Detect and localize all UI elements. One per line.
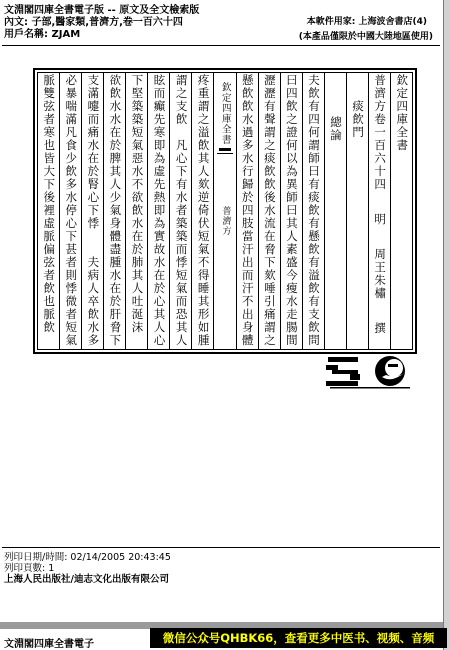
column-series-title — [390, 73, 412, 349]
dynasty-label: 明 — [373, 213, 388, 226]
text-segment: 夫病人卒飲水多 — [86, 256, 101, 347]
text-segment: 眩而癲先寒即為虛先熱即為實故水在於心其人心 — [152, 74, 167, 347]
publisher-name: 上海人民出版社/迪志文化出版有限公司 — [4, 574, 169, 585]
subsection-title: 總論 — [329, 116, 344, 142]
author-name: 周王朱橚 — [373, 248, 388, 300]
text-segment: 支滿嚏而痛水在於腎心下悸 — [86, 74, 101, 230]
text-segment: 瀝瀝有聲謂之痰飲飲後水流在脅下欬唾引痛謂之 — [262, 74, 277, 347]
next-page-header-fragment: 文淵閣四庫全書電子 — [4, 639, 94, 650]
series-title: 欽定四庫全書 — [395, 74, 410, 152]
text-column — [81, 73, 103, 349]
fold-series-title: 欽定四庫全書 — [219, 82, 231, 145]
viewer-edge — [443, 0, 450, 650]
text-segment: 脈雙弦者寒也皆大下後裡虛脈偏弦者飲也脈飲 — [42, 74, 57, 334]
text-column — [169, 73, 191, 349]
text-column — [280, 73, 302, 349]
text-segment: 下堅築築短氣惡水不欲飲水在於肺其人吐涎沫 — [130, 74, 145, 334]
text-column — [191, 73, 213, 349]
text-column — [147, 73, 169, 349]
fold-fish-tail-mark — [219, 148, 231, 151]
text-segment: 懸飲飲水過多水行歸於四肢當汗出而汗不出身體 — [240, 74, 255, 347]
column-volume-title — [368, 73, 390, 349]
text-column — [125, 73, 147, 349]
fold-column — [213, 73, 235, 349]
text-column — [302, 73, 324, 349]
fold-book-title: 普濟方 — [220, 206, 231, 236]
text-segment: 疼重謂之溢飲其人欬逆倚伏短氣不得睡其形如腫 — [196, 74, 211, 347]
text-segment: 夫飲有四何謂師曰有痰飲有懸飲有溢飲有支飲問 — [306, 74, 321, 347]
folio-columns — [37, 72, 413, 350]
column-section-title — [346, 73, 368, 349]
text-segment: 謂之支飲 — [174, 74, 189, 126]
fold-divider-line — [217, 153, 233, 154]
text-segment: 曰四飲之證何以為異師曰其人素盛今瘦水走腸間 — [284, 74, 299, 347]
footer-rule — [2, 547, 440, 548]
header-rule — [2, 45, 440, 46]
watermark-banner: 微信公众号QHBK66，查看更多中医书、视频、音频 — [150, 628, 447, 648]
author-role: 撰 — [373, 322, 388, 335]
volume-title: 普濟方卷一百六十四 — [373, 74, 388, 191]
publisher-logo — [326, 353, 414, 389]
text-column — [103, 73, 125, 349]
region-notice: (本產品僅限於中國大陸地區使用) — [298, 32, 433, 42]
folio-frame — [33, 68, 417, 354]
licensee: 本軟件用家: 上海波舍書店(4) — [306, 17, 427, 27]
content-path: 內文: 子部,醫家類,普濟方,卷一百六十四 — [4, 17, 183, 28]
text-segment: 凡心下有水者築築而悸短氣而恐其人 — [174, 139, 189, 347]
text-column — [38, 73, 59, 349]
column-subsection-title — [324, 73, 346, 349]
text-column — [258, 73, 280, 349]
section-title: 痰飲門 — [351, 100, 366, 139]
print-page-count: 列印頁數: 1 — [4, 563, 55, 574]
text-column — [59, 73, 81, 349]
user-name: 用戶名稱: ZJAM — [4, 29, 81, 40]
product-title: 文淵閣四庫全書電子版 -- 原文及全文檢索版 — [4, 5, 200, 16]
print-datetime: 列印日期/時間: 02/14/2005 20:43:45 — [4, 552, 171, 563]
text-segment: 欲飲水水在於脾其人少氣身體盡腫水在於肝脅下 — [108, 74, 123, 347]
text-segment: 必暴喘滿凡食少飲多水停心下甚者則悸微者短氣 — [64, 74, 79, 347]
text-column — [236, 73, 258, 349]
